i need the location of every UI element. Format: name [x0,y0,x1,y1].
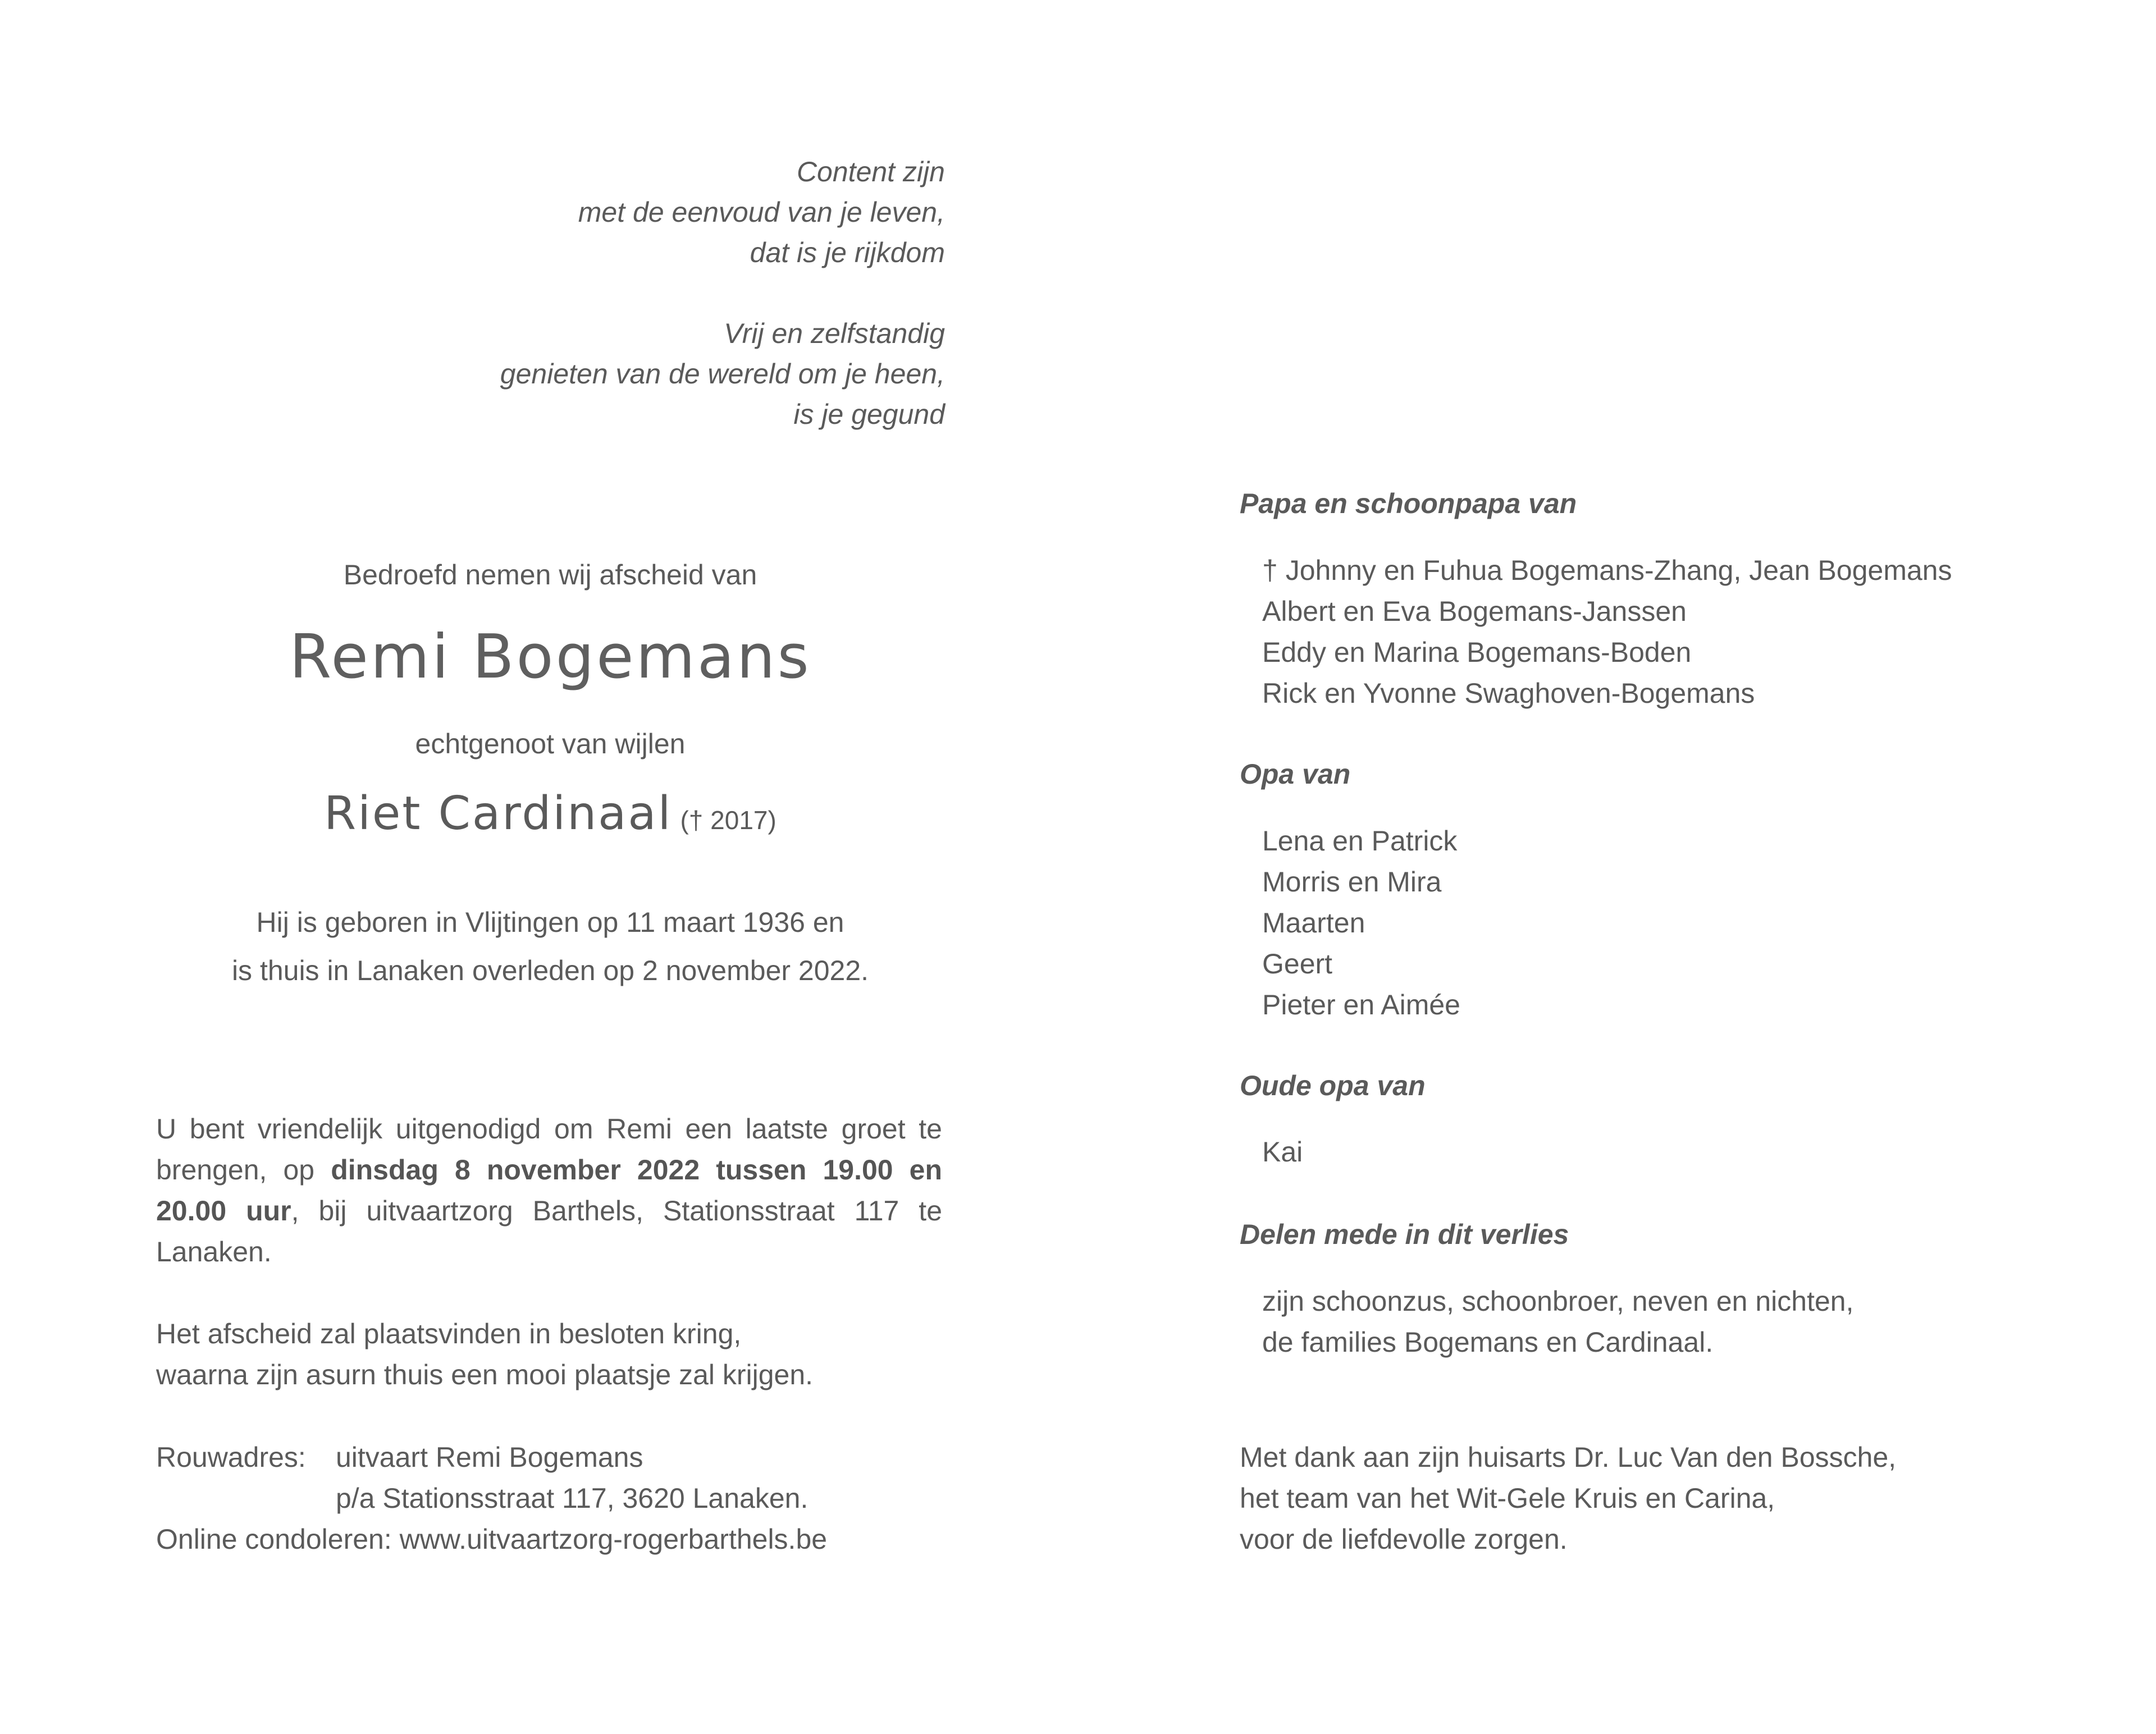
section-title-oude-opa: Oude opa van [1240,1070,1426,1101]
online-condolence: Online condoleren: www.uitvaartzorg-rogerbarthels.be [156,1523,828,1555]
thanks-line: het team van het Wit-Gele Kruis en Carina, [1240,1483,1775,1514]
announcement-intro: Bedroefd nemen wij afscheid van [343,559,757,591]
birth-line: Hij is geboren in Vlijtingen op 11 maart 1936 en [256,907,844,938]
birth-death-info [140,898,960,995]
spouse-death-year: († 2017) [680,806,776,835]
spouse-line [140,787,960,840]
section-title-opa: Opa van [1240,758,1351,790]
poem-line: met de eenvoud van je leven, [578,196,945,228]
list-item: Geert [1262,948,1333,980]
list-item: de families Bogemans en Cardinaal. [1262,1326,1714,1358]
address-row [156,1437,942,1478]
poem-line: is je gegund [793,399,945,430]
invitation-text-part2: , bij uitvaartzorg Barthels, Stationsstraat 117 te Lanaken. [156,1195,943,1268]
poem-line: Content zijn [796,156,945,187]
poem-stanza [500,313,945,434]
invitation-text-part1: U bent vriendelijk uitgenodigd om Remi een laatste groet te brengen, op [156,1113,942,1186]
papa-list [1240,550,2104,714]
deceased-name: Remi Bogemans [289,622,811,692]
invitation-date-time: dinsdag 8 november 2022 tussen 19.00 en 20.00 uur [156,1154,943,1227]
address-line1: uitvaart Remi Bogemans [336,1442,643,1473]
list-item: zijn schoonzus, schoonbroer, neven en nichten, [1262,1285,1854,1317]
poem-line: Vrij en zelfstandig [724,318,945,349]
list-item: † Johnny en Fuhua Bogemans-Zhang, Jean Bogemans [1262,555,1952,586]
poem-line: genieten van de wereld om je heen, [500,358,945,390]
list-item: Albert en Eva Bogemans-Janssen [1262,596,1687,627]
delen-list [1240,1281,2104,1363]
list-item: Pieter en Aimée [1262,989,1460,1021]
spouse-label: echtgenoot van wijlen [415,728,686,760]
thanks-paragraph [1240,1437,2082,1560]
address-label: Rouwadres: [156,1442,306,1473]
oude-opa-list [1240,1132,2104,1173]
section-title-papa: Papa en schoonpapa van [1240,488,1577,519]
farewell-line: waarna zijn asurn thuis een mooi plaatsje zal krijgen. [156,1359,814,1390]
opa-list [1240,821,2104,1026]
death-line: is thuis in Lanaken overleden op 2 november 2022. [231,955,869,986]
address-block [156,1437,942,1560]
poem-line: dat is je rijkdom [750,237,945,268]
list-item: Lena en Patrick [1262,825,1458,857]
farewell-paragraph [156,1314,942,1396]
thanks-line: Met dank aan zijn huisarts Dr. Luc Van den Bossche, [1240,1442,1897,1473]
poem-stanza [500,152,945,273]
list-item: Kai [1262,1136,1303,1168]
list-item: Morris en Mira [1262,866,1442,898]
address-line2: p/a Stationsstraat 117, 3620 Lanaken. [336,1483,808,1514]
list-item: Eddy en Marina Bogemans-Boden [1262,637,1692,668]
invitation-paragraph [156,1109,942,1273]
farewell-line: Het afscheid zal plaatsvinden in besloten kring, [156,1318,742,1349]
poem [500,152,945,434]
section-title-delen: Delen mede in dit verlies [1240,1219,1569,1250]
list-item: Maarten [1262,907,1365,939]
thanks-line: voor de liefdevolle zorgen. [1240,1523,1568,1555]
spouse-name: Riet Cardinaal [324,787,673,840]
list-item: Rick en Yvonne Swaghoven-Bogemans [1262,678,1755,709]
